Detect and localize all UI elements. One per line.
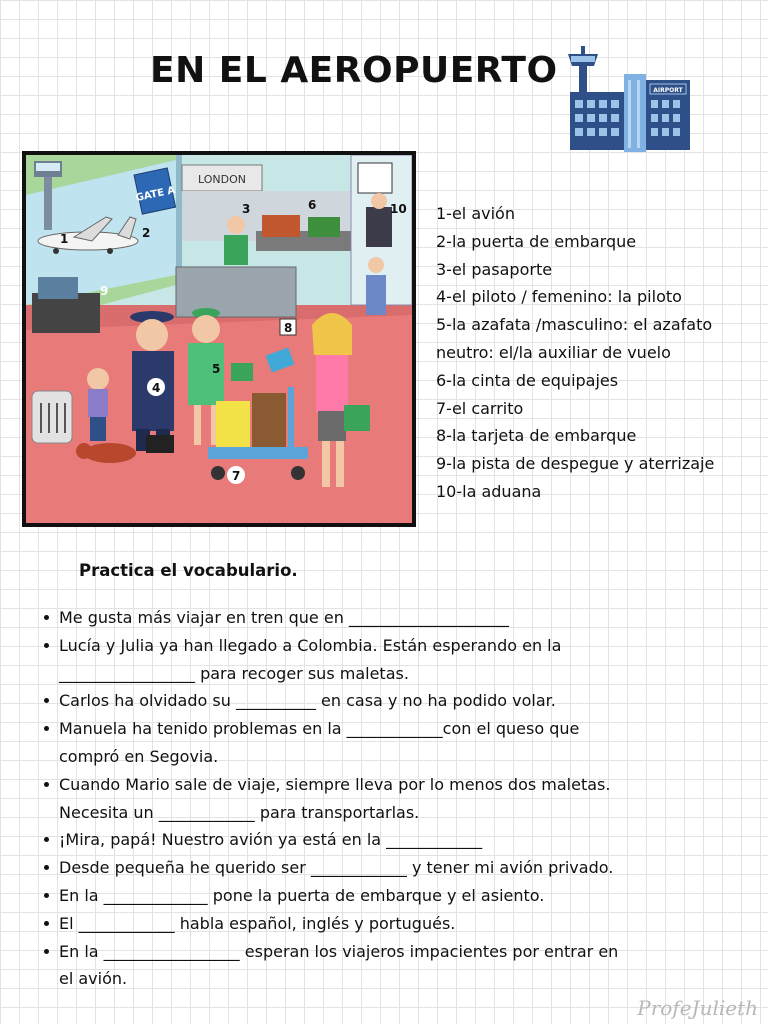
- exercise-line: Manuela ha tenido problemas en la ____________con el queso que: [59, 719, 580, 739]
- page-title: EN EL AEROPUERTO: [150, 50, 558, 91]
- exercise-line: En la _____________ pone la puerta de embarque y el asiento.: [59, 885, 545, 905]
- exercise-item: [40, 604, 740, 632]
- vocabulary-item: 10-la aduana: [436, 481, 542, 501]
- gate-sign-text: GATE A: [134, 184, 177, 204]
- exercise-item: [40, 632, 740, 688]
- vocabulary-item: 9-la pista de despegue y aterrizaje: [436, 454, 715, 474]
- scene-marker: 5: [212, 362, 221, 376]
- vocabulary-list: [436, 200, 714, 506]
- exercise-item: [40, 938, 740, 994]
- vocabulary-item: 2-la puerta de embarque: [436, 231, 637, 251]
- vocabulary-item: 7-el carrito: [436, 398, 524, 418]
- vocabulary-item: 8-la tarjeta de embarque: [436, 426, 637, 446]
- vocabulary-item: neutro: el/la auxiliar de vuelo: [436, 342, 671, 362]
- scene-marker: 8: [284, 321, 293, 335]
- scene-marker: 3: [242, 202, 251, 216]
- exercise-line: En la _________________ esperan los viajeros impacientes por entrar en: [59, 941, 619, 961]
- exercise-item: [40, 715, 740, 771]
- exercise-item: [40, 882, 740, 910]
- exercise-line: Cuando Mario sale de viaje, siempre lleva por lo menos dos maletas.: [59, 774, 611, 794]
- exercise-item: [40, 826, 740, 854]
- exercise-line: el avión.: [59, 969, 128, 989]
- vocabulary-item: 3-el pasaporte: [436, 259, 553, 279]
- exercise-list: [40, 604, 740, 993]
- exercise-line: Carlos ha olvidado su __________ en casa y no ha podido volar.: [59, 691, 556, 711]
- destination-sign-text: LONDON: [198, 173, 246, 186]
- scene-marker: 9: [100, 284, 109, 298]
- exercise-line: Lucía y Julia ya han llegado a Colombia. Están esperando en la: [59, 635, 562, 655]
- vocabulary-item: 6-la cinta de equipajes: [436, 370, 619, 390]
- exercise-line: compró en Segovia.: [59, 746, 219, 766]
- author-signature: ProfeJulieth: [637, 996, 758, 1020]
- exercise-line: Me gusta más viajar en tren que en ____________________: [59, 608, 509, 627]
- vocabulary-item: 4-el piloto / femenino: la piloto: [436, 287, 682, 307]
- exercise-item: [40, 771, 740, 827]
- scene-marker: 1: [60, 232, 69, 246]
- scene-marker: 7: [232, 469, 241, 483]
- exercise-item: [40, 687, 740, 715]
- scene-marker: 6: [308, 198, 317, 212]
- airport-building-icon: [562, 44, 694, 154]
- vocabulary-item: 5-la azafata /masculino: el azafato: [436, 315, 713, 335]
- exercise-line: ¡Mira, papá! Nuestro avión ya está en la ____________: [59, 830, 483, 850]
- exercise-item: [40, 910, 740, 938]
- airport-scene-illustration: [22, 151, 416, 527]
- exercise-item: [40, 854, 740, 882]
- airport-sign-text: AIRPORT: [653, 87, 683, 94]
- scene-marker: 4: [152, 381, 161, 395]
- vocabulary-item: 1-el avión: [436, 204, 515, 223]
- practice-heading: Practica el vocabulario.: [79, 561, 298, 580]
- exercise-line: El ____________ habla español, inglés y portugués.: [59, 913, 456, 933]
- exercise-line: Desde pequeña he querido ser ____________ y tener mi avión privado.: [59, 858, 614, 878]
- exercise-line: _________________ para recoger sus maletas.: [59, 663, 409, 683]
- exercise-line: Necesita un ____________ para transportarlas.: [59, 802, 420, 822]
- scene-marker: 2: [142, 226, 151, 240]
- scene-marker: 10: [390, 202, 407, 216]
